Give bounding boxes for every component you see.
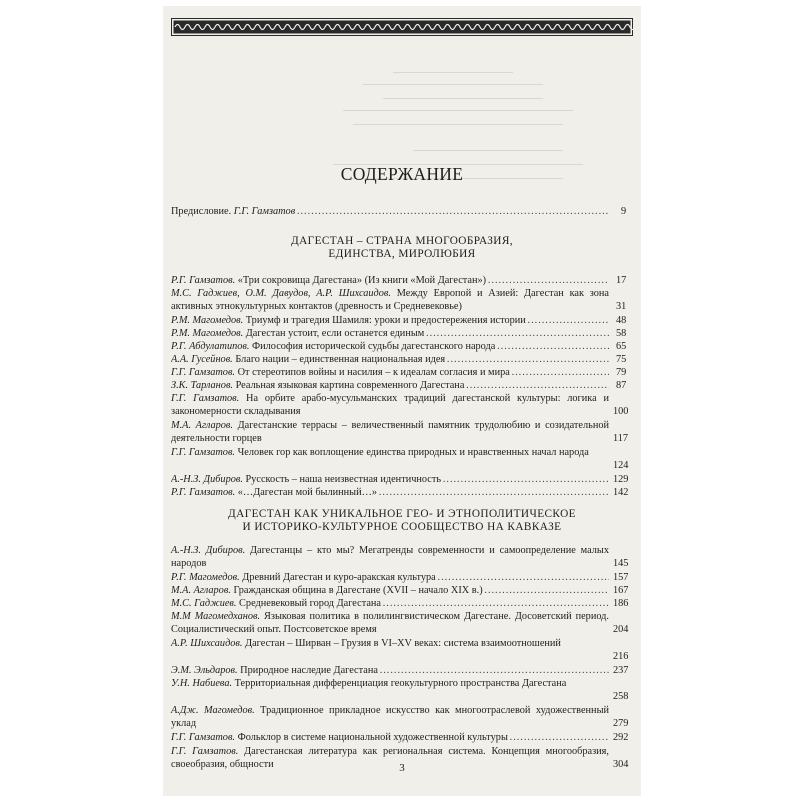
- toc-entry: [171, 354, 609, 367]
- toc-entry: [171, 447, 609, 460]
- entry-page: 87: [616, 380, 627, 391]
- entry-author: У.Н. Набиева.: [171, 678, 233, 689]
- entry-author: М.А. Агларов.: [171, 585, 231, 596]
- entry-author: Р.М. Магомедов.: [171, 328, 244, 339]
- section-heading-2: ДАГЕСТАН КАК УНИКАЛЬНОЕ ГЕО- И ЭТНОПОЛИТИЧЕСКОЕ И ИСТОРИКО-КУЛЬТУРНОЕ СООБЩЕСТВО НА КАВКАЗЕ: [228, 508, 576, 534]
- toc-entry: [171, 367, 609, 380]
- entry-author: Р.М. Магомедов.: [171, 315, 244, 326]
- entry-title: Древний Дагестан и куро-аракская культура: [242, 572, 436, 583]
- entry-page: 48: [616, 315, 627, 326]
- entry-title: Дагестанская литература как региональная система. Концепция многообразия, своеобразия, общности: [171, 746, 609, 770]
- bleed-through: [323, 66, 623, 226]
- entry-page: 117: [613, 432, 629, 444]
- toc-entry: [171, 598, 609, 611]
- toc-entry: [171, 678, 609, 691]
- entry-page: 304: [613, 758, 629, 770]
- entry-author: А.Дж. Магомедов.: [171, 705, 255, 716]
- toc-entry-preface: [171, 206, 609, 219]
- entry-page: 279: [613, 717, 629, 729]
- entry-page: 157: [613, 572, 629, 583]
- entry-page: 17: [616, 275, 627, 286]
- entry-page: 204: [613, 623, 629, 635]
- entry-title: Языковая политика в полилингвистическом Дагестане. Досоветский период. Социалистический опыт. Постсоветское время: [171, 611, 609, 635]
- entry-title: Территориальная дифференциация геокультурного пространства Дагестана: [234, 678, 567, 689]
- entry-author: Г.Г. Гамзатов.: [171, 393, 240, 404]
- header-ornament: [171, 18, 633, 36]
- toc-entry: [171, 585, 609, 598]
- entry-title: От стереотипов войны и насилия – к идеалам согласия и мира: [237, 367, 510, 378]
- entry-author: М.А. Агларов.: [171, 420, 233, 431]
- entry-page: 186: [613, 598, 629, 609]
- entry-author: М.С. Гаджиев, О.М. Давудов, А.Р. Шихсаидов.: [171, 288, 391, 299]
- entry-author: А.А. Гусейнов.: [171, 354, 233, 365]
- toc-entry: [171, 746, 609, 771]
- entry-author: А.Р. Шихсаидов.: [171, 638, 243, 649]
- entry-page: 145: [613, 557, 629, 569]
- toc-entry: [171, 572, 609, 585]
- toc-entry: [171, 638, 609, 651]
- toc-entry: [171, 665, 609, 678]
- entry-author: Р.Г. Гамзатов.: [171, 487, 236, 498]
- toc-entry: [171, 380, 609, 393]
- preface-label: Предисловие.: [171, 206, 232, 217]
- page-title: СОДЕРЖАНИЕ: [340, 164, 464, 184]
- entry-page: 75: [616, 354, 627, 365]
- entry-page: 100: [613, 405, 629, 417]
- entry-title: Благо нации – единственная национальная идея: [235, 354, 446, 365]
- entry-title: Традиционное прикладное искусство как многоотраслевой художественный уклад: [171, 705, 609, 729]
- toc-entry: [171, 545, 609, 570]
- entry-author: Г.Г. Гамзатов.: [171, 367, 236, 378]
- entry-title: Философия исторической судьбы дагестанского народа: [252, 341, 496, 352]
- toc-entry: [171, 474, 609, 487]
- entry-title: Природное наследие Дагестана: [240, 665, 378, 676]
- entry-author: Э.М. Эльдаров.: [171, 665, 238, 676]
- toc-entry: [171, 288, 609, 313]
- entry-author: Р.Г. Магомедов.: [171, 572, 240, 583]
- toc-entry: [171, 487, 609, 500]
- entry-author: Г.Г. Гамзатов: [233, 206, 296, 217]
- toc-entry: [171, 705, 609, 730]
- entry-title: «…Дагестан мой былинный…»: [237, 487, 378, 498]
- entry-page: 9: [621, 206, 627, 217]
- entry-author: Р.Г. Абдулатипов.: [171, 341, 250, 352]
- page-number: 3: [399, 762, 405, 774]
- entry-page: 258: [613, 690, 629, 702]
- toc-entry: [171, 420, 609, 445]
- entry-title: «Три сокровища Дагестана» (Из книги «Мой Дагестан»): [237, 275, 487, 286]
- entry-author: Г.Г. Гамзатов.: [171, 746, 239, 757]
- entry-author: М.С. Гаджиев.: [171, 598, 237, 609]
- entry-page: 167: [613, 585, 629, 596]
- entry-title: Дагестан устоит, если останется единым: [245, 328, 425, 339]
- section-heading-1: ДАГЕСТАН – СТРАНА МНОГООБРАЗИЯ, ЕДИНСТВА, МИРОЛЮБИЯ: [290, 235, 514, 261]
- entry-title: Между Европой и Азией: Дагестан как зона активных этнокультурных контактов (древность и Средневековье): [171, 288, 610, 312]
- toc-entry: [171, 341, 609, 354]
- entry-author: З.К. Тарланов.: [171, 380, 233, 391]
- entry-title: Дагестанские террасы – величественный памятник трудолюбию и созидательной деятельности горцев: [171, 420, 609, 444]
- toc-entry: [171, 393, 609, 418]
- entry-page: 216: [613, 650, 629, 662]
- entry-title: Фольклор в системе национальной художественной культуры: [237, 732, 508, 743]
- entry-page: 58: [616, 328, 627, 339]
- entry-page: 79: [616, 367, 627, 378]
- entry-title: Гражданская община в Дагестане (XVII – начало XIX в.): [233, 585, 483, 596]
- toc-entry: [171, 275, 609, 288]
- entry-author: А.-Н.З. Дибиров.: [171, 474, 243, 485]
- entry-title: На орбите арабо-мусульманских традиций дагестанской культуры: логика и закономерности складывания: [171, 393, 609, 417]
- entry-title: Русскость – наша неизвестная идентичность: [245, 474, 442, 485]
- entry-title: Триумф и трагедия Шамиля: уроки и предостережения истории: [245, 315, 526, 326]
- toc-entry: [171, 328, 609, 341]
- entry-title: Средневековый город Дагестана: [239, 598, 381, 609]
- entry-title: Человек гор как воплощение единства природных и нравственных начал народа: [237, 447, 589, 458]
- entry-author: Г.Г. Гамзатов.: [171, 447, 236, 458]
- entry-author: М.М Магомедханов.: [171, 611, 261, 622]
- entry-page: 292: [613, 732, 629, 743]
- toc-entry: [171, 611, 609, 636]
- entry-author: Г.Г. Гамзатов.: [171, 732, 236, 743]
- entry-page: 31: [616, 300, 627, 312]
- entry-title: Дагестан – Ширван – Грузия в VI–XV веках: система взаимоотношений: [245, 638, 561, 649]
- toc-entry: [171, 315, 609, 328]
- entry-page: 65: [616, 341, 627, 352]
- entry-author: А.-Н.З. Дибиров.: [171, 545, 246, 556]
- entry-title: Дагестанцы – кто мы? Мегатренды современности и самоопределение малых народов: [171, 545, 609, 569]
- book-page: [163, 6, 641, 796]
- entry-page: 237: [613, 665, 629, 676]
- entry-page: 129: [613, 474, 629, 485]
- entry-page: 142: [613, 487, 629, 498]
- entry-page: 124: [613, 459, 629, 471]
- toc-entry: [171, 732, 609, 745]
- entry-title: Реальная языковая картина современного Дагестана: [235, 380, 465, 391]
- entry-author: Р.Г. Гамзатов.: [171, 275, 236, 286]
